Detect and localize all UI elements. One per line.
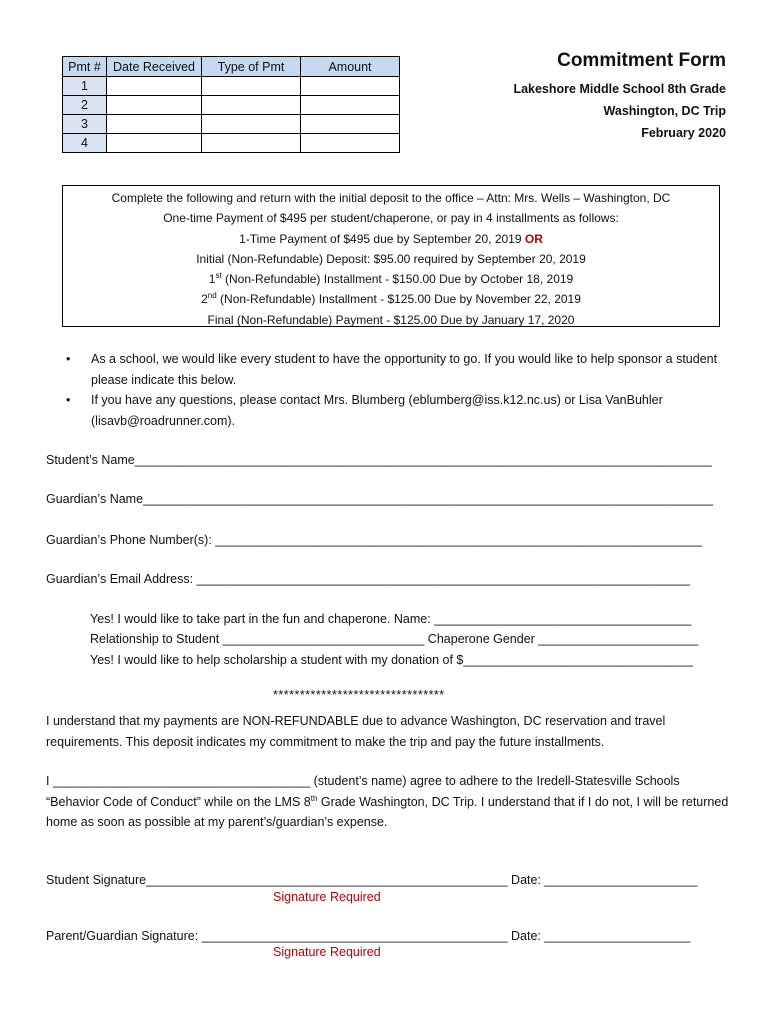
payment-number: 4 <box>63 134 107 153</box>
table-row <box>63 96 400 115</box>
instruction-line <box>63 289 719 309</box>
date-received-cell[interactable] <box>107 77 202 96</box>
type-of-payment-cell[interactable] <box>202 115 301 134</box>
bullet-text: If you have any questions, please contact Mrs. Blumberg (eblumberg@iss.k12.nc.us) or Lisa VanBuhler (lisavb@roadrunner.com). <box>91 393 663 428</box>
payment-number: 1 <box>63 77 107 96</box>
donation-field[interactable]: Yes! I would like to help scholarship a student with my donation of $_________________________________ <box>90 653 693 667</box>
amount-cell[interactable] <box>301 77 400 96</box>
installment-text: (Non-Refundable) Installment - $150.00 Due by October 18, 2019 <box>225 272 574 287</box>
instruction-line: Final (Non-Refundable) Payment - $125.00 Due by January 17, 2020 <box>207 312 575 327</box>
guardian-name-field[interactable]: Guardian’s Name__________________________________________________________________________________ <box>46 492 714 506</box>
ordinal-suffix: st <box>215 271 222 281</box>
bullet-text: As a school, we would like every student to have the opportunity to go. If you would like to help sponsor a student please indicate this below. <box>91 352 718 387</box>
type-of-payment-cell[interactable] <box>202 134 301 153</box>
guardian-phone-field[interactable]: Guardian’s Phone Number(s): ______________________________________________________________________ <box>46 533 702 547</box>
agreement-text: I _____________________________________ (student’s name) agree to adhere to the Iredell-Statesville Schools “Behavior Code of Conduct” while on the LMS 8 <box>46 774 680 809</box>
payment-table <box>62 56 400 153</box>
parent-signature-field[interactable]: Parent/Guardian Signature: ____________________________________________ Date: _____________________ <box>46 929 691 943</box>
column-header: Pmt # <box>63 57 107 77</box>
column-header: Type of Pmt <box>202 57 301 77</box>
payment-number: 3 <box>63 115 107 134</box>
instruction-line <box>63 269 719 289</box>
table-row <box>63 115 400 134</box>
page-title: Commitment Form <box>557 50 726 71</box>
table-header-row <box>63 57 400 77</box>
school-name: Lakeshore Middle School 8th Grade <box>513 82 726 96</box>
trip-name: Washington, DC Trip <box>603 104 726 118</box>
agreement-text: Grade Washington, DC Trip. I understand that if I do not, I will be returned home as soon as possible at my parent’s/guardian’s expense. <box>46 794 729 829</box>
date-received-cell[interactable] <box>107 96 202 115</box>
ordinal-number: 2 <box>201 292 208 307</box>
type-of-payment-cell[interactable] <box>202 77 301 96</box>
column-header: Date Received <box>107 57 202 77</box>
conduct-agreement <box>46 771 736 833</box>
amount-cell[interactable] <box>301 134 400 153</box>
table-row <box>63 77 400 96</box>
guardian-email-field[interactable]: Guardian’s Email Address: _______________________________________________________________________ <box>46 572 691 586</box>
installment-text: (Non-Refundable) Installment - $125.00 Due by November 22, 2019 <box>220 292 581 307</box>
one-time-payment-text: 1-Time Payment of $495 due by September 20, 2019 <box>239 231 522 246</box>
ordinal-suffix: nd <box>207 291 217 301</box>
table-row <box>63 134 400 153</box>
amount-cell[interactable] <box>301 96 400 115</box>
ordinal-suffix: th <box>310 793 318 803</box>
column-header: Amount <box>301 57 400 77</box>
type-of-payment-cell[interactable] <box>202 96 301 115</box>
signature-required-label: Signature Required <box>273 945 381 959</box>
bullet-item <box>66 349 726 390</box>
amount-cell[interactable] <box>301 115 400 134</box>
date-received-cell[interactable] <box>107 134 202 153</box>
bullet-icon: • <box>66 352 71 366</box>
ordinal-number: 1 <box>208 272 216 287</box>
student-signature-field[interactable]: Student Signature____________________________________________________ Date: ______________________ <box>46 873 698 887</box>
payment-number: 2 <box>63 96 107 115</box>
signature-required-label: Signature Required <box>273 890 381 904</box>
chaperone-name-field[interactable]: Yes! I would like to take part in the fun and chaperone. Name: _____________________________________ <box>90 612 692 626</box>
bullet-icon: • <box>66 393 71 407</box>
instruction-line: One-time Payment of $495 per student/chaperone, or pay in 4 installments as follows: <box>163 211 619 226</box>
date-received-cell[interactable] <box>107 115 202 134</box>
bullet-item <box>66 390 726 431</box>
refund-statement: I understand that my payments are NON-REFUNDABLE due to advance Washington, DC reservation and travel requirements. This deposit indicates my commitment to make the trip and pay the future installments. <box>46 714 666 749</box>
instruction-line: Complete the following and return with the initial deposit to the office – Attn: Mrs. Wells – Washington, DC <box>111 191 671 205</box>
instruction-line <box>63 229 719 249</box>
or-text: OR <box>524 231 543 246</box>
form-date: February 2020 <box>641 126 726 140</box>
payment-instructions-box <box>62 185 720 327</box>
student-name-field[interactable]: Student’s Name___________________________________________________________________________________ <box>46 453 712 467</box>
instruction-line: Initial (Non-Refundable) Deposit: $95.00 required by September 20, 2019 <box>196 251 586 266</box>
info-bullets <box>66 349 726 431</box>
separator-stars: ******************************** <box>273 688 445 702</box>
chaperone-relationship-field[interactable]: Relationship to Student _____________________________ Chaperone Gender _______________________ <box>90 632 699 646</box>
